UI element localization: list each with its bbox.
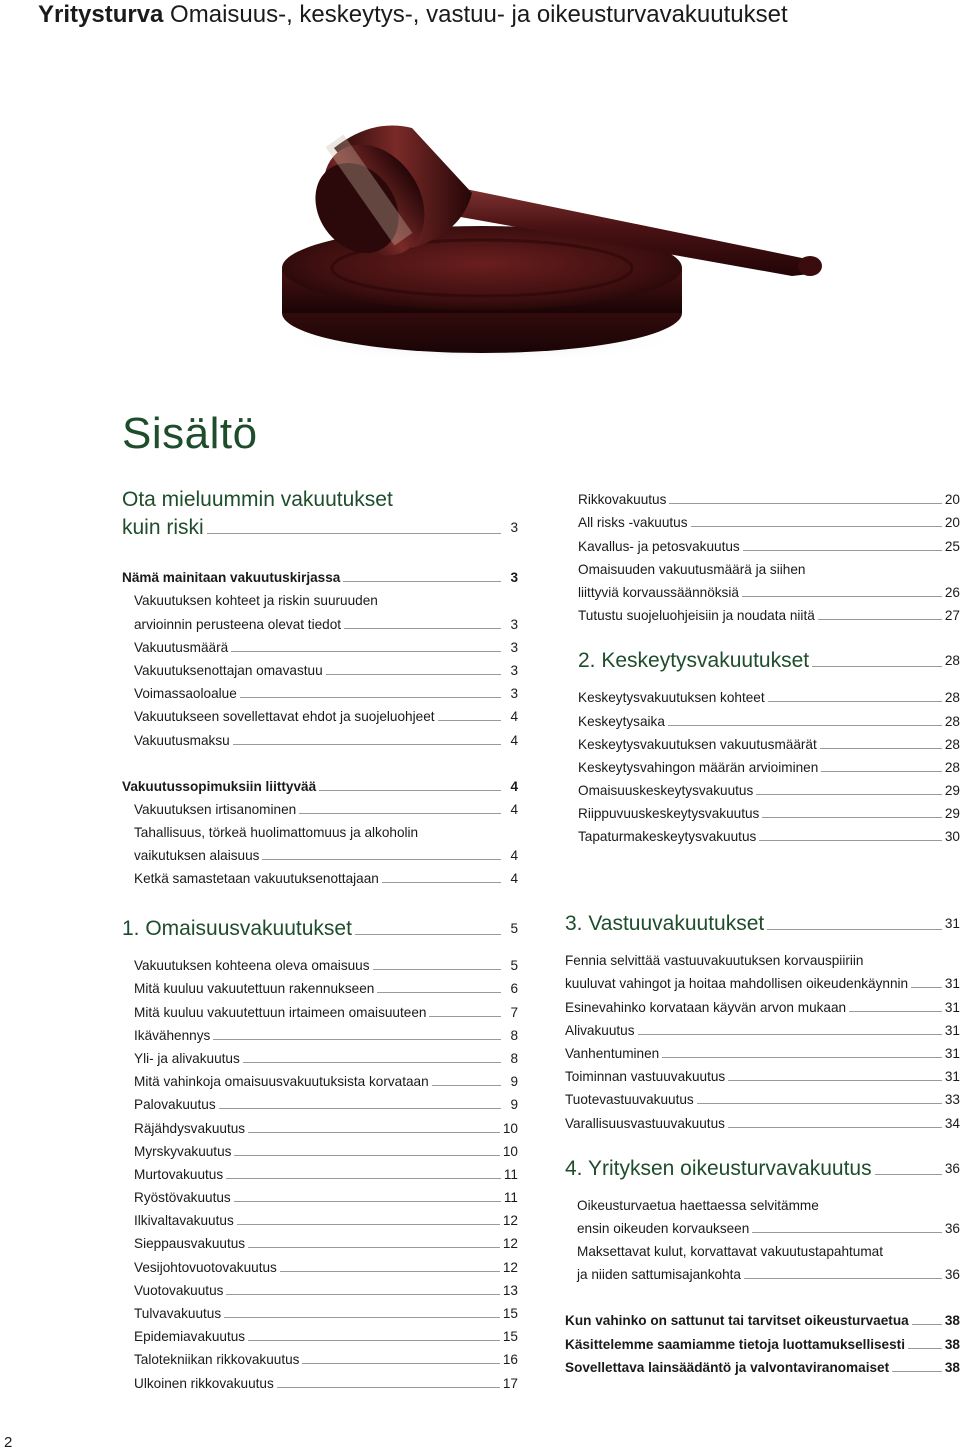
toc-column-2 [578, 485, 960, 845]
leader-line [248, 1247, 500, 1248]
toc-entry [122, 633, 518, 656]
page-ref: 31 [944, 999, 960, 1015]
spacer [565, 1283, 960, 1306]
leader-line [744, 1278, 942, 1279]
leader-line [233, 744, 501, 745]
entry-title: Esinevahinko korvataan käyvän arvon mukaan [565, 999, 847, 1015]
toc-entry [565, 1353, 960, 1376]
entry-title: Ryöstövakuutus [134, 1190, 231, 1206]
leader-line [752, 1232, 942, 1233]
leader-line [742, 596, 942, 597]
page-ref: 9 [510, 1074, 518, 1090]
entry-title: Vanhentuminen [565, 1045, 660, 1061]
toc-entry [122, 1021, 518, 1044]
toc-entry [578, 578, 960, 601]
leader-line [818, 619, 942, 620]
page-ref: 11 [503, 1190, 518, 1206]
spacer [565, 1132, 960, 1155]
page-ref: 4 [510, 709, 518, 725]
leader-line [319, 790, 501, 791]
leader-line [262, 859, 501, 860]
section-heading [122, 915, 518, 941]
toc-entry [122, 772, 518, 795]
entry-title: Mitä vahinkoja omaisuusvakuutuksista korvataan [134, 1074, 429, 1090]
spacer [578, 624, 960, 647]
toc-entry [565, 1237, 960, 1260]
page-ref: 28 [944, 690, 960, 706]
page-ref: 31 [944, 976, 960, 992]
leader-line [226, 1178, 501, 1179]
page-header [38, 0, 788, 30]
leader-line [812, 666, 942, 667]
page-ref: 3 [510, 520, 518, 535]
entry-title: vaikutuksen alaisuus [134, 848, 260, 864]
leader-line [728, 1127, 942, 1128]
entry-title: Yli- ja alivakuutus [134, 1050, 240, 1066]
page-ref: 3 [510, 639, 518, 655]
page-ref: 6 [510, 981, 518, 997]
leader-line [226, 1294, 499, 1295]
leader-line [743, 550, 942, 551]
toc-entry [578, 753, 960, 776]
page-ref: 36 [944, 1160, 960, 1176]
page-ref: 12 [502, 1213, 518, 1229]
leader-line [343, 581, 501, 582]
entry-title: Kavallus- ja petosvakuutus [578, 538, 740, 554]
leader-line [234, 1155, 499, 1156]
page-ref: 9 [510, 1097, 518, 1113]
entry-title: Räjähdysvakuutus [134, 1120, 246, 1136]
toc-entry [565, 1108, 960, 1131]
leader-line [240, 697, 501, 698]
toc-entry [122, 1137, 518, 1160]
toc-entry [122, 1368, 518, 1391]
page-ref: 3 [510, 662, 518, 678]
page-ref: 4 [510, 801, 518, 817]
leader-line [697, 1103, 942, 1104]
leader-line [302, 1363, 499, 1364]
leader-line [669, 503, 941, 504]
page-ref: 20 [944, 515, 960, 531]
leader-line [762, 817, 942, 818]
toc-entry [578, 706, 960, 729]
page-ref: 31 [944, 1045, 960, 1061]
spacer [122, 941, 518, 951]
entry-title: Sieppausvakuutus [134, 1236, 246, 1252]
page-ref: 26 [944, 584, 960, 600]
toc-entry [122, 1229, 518, 1252]
toc-entry [122, 702, 518, 725]
entry-title: Mitä kuuluu vakuutettuun rakennukseen [134, 981, 375, 997]
toc-entry [122, 997, 518, 1020]
entry-title: Tapaturmakeskeytysvakuutus [578, 829, 757, 845]
toc-entry [122, 1276, 518, 1299]
toc-entry [122, 563, 518, 586]
entry-title: Ikävähennys [134, 1027, 211, 1043]
entry-title: Keskeytysaika [578, 713, 665, 729]
section-heading: Ota mieluummin vakuutukset [122, 488, 393, 511]
entry-title: Kun vahinko on sattunut tai tarvitset oikeusturvaetua [565, 1313, 909, 1329]
leader-line [820, 748, 942, 749]
page-ref: 16 [502, 1352, 518, 1368]
entry-title: 2. Keskeytysvakuutukset [578, 649, 810, 673]
entry-title: Omaisuuden vakuutusmäärä ja siihen [578, 561, 806, 577]
entry-title: 1. Omaisuusvakuutukset [122, 917, 352, 940]
toc-entry [122, 1067, 518, 1090]
leader-line [638, 1034, 942, 1035]
entry-title: Tahallisuus, törkeä huolimattomuus ja alkoholin [134, 825, 419, 841]
entry-title: Ilkivaltavakuutus [134, 1213, 234, 1229]
page-ref: 20 [944, 492, 960, 508]
entry-title: 4. Yrityksen oikeusturvavakuutus [565, 1156, 872, 1180]
page-ref: 4 [510, 778, 518, 794]
entry-title: Fennia selvittää vastuuvakuutuksen korvauspiiriin [565, 953, 864, 969]
page-ref: 3 [510, 616, 518, 632]
page-ref: 10 [502, 1120, 518, 1136]
header-brand: Yritysturva [38, 1, 164, 28]
toc-entry [578, 776, 960, 799]
toc-entry [565, 969, 960, 992]
page-ref: 8 [510, 1050, 518, 1066]
entry-title: Varallisuusvastuuvakuutus [565, 1115, 725, 1131]
toc-entry [122, 1160, 518, 1183]
entry-title: Vakuutuksenottajan omavastuu [134, 662, 323, 678]
entry-title: Toiminnan vastuuvakuutus [565, 1069, 726, 1085]
page-ref: 17 [502, 1375, 518, 1391]
leader-line [691, 526, 942, 527]
page-number: 2 [4, 1434, 13, 1451]
page-ref: 28 [944, 653, 960, 669]
toc-entry [565, 1260, 960, 1283]
entry-title: Nämä mainitaan vakuutuskirjassa [122, 570, 341, 586]
entry-title: Myrskyvakuutus [134, 1143, 232, 1159]
entry-title: Epidemiavakuutus [134, 1329, 246, 1345]
leader-line [219, 1108, 501, 1109]
page-ref: 31 [944, 1069, 960, 1085]
toc-entry [578, 601, 960, 624]
leader-line [243, 1062, 501, 1063]
spacer [122, 540, 518, 563]
toc-entry [122, 818, 518, 841]
toc-entry [122, 1206, 518, 1229]
leader-line [662, 1057, 942, 1058]
page-ref: 29 [944, 783, 960, 799]
toc-column-4 [565, 910, 960, 1376]
spacer [565, 1181, 960, 1191]
page-ref: 4 [510, 732, 518, 748]
leader-line [213, 1039, 501, 1040]
leader-line [438, 720, 501, 721]
leader-line [767, 929, 942, 930]
entry-title: Vuotovakuutus [134, 1282, 224, 1298]
toc-entry [578, 555, 960, 578]
toc-entry [565, 1016, 960, 1039]
page-ref: 12 [502, 1236, 518, 1252]
toc-entry [565, 1191, 960, 1214]
entry-title: Keskeytysvahingon määrän arvioiminen [578, 759, 819, 775]
leader-line [759, 840, 942, 841]
toc-entry [565, 1039, 960, 1062]
entry-title: Omaisuuskeskeytysvakuutus [578, 783, 754, 799]
entry-title: Oikeusturvaetua haettaessa selvitämme [577, 1197, 819, 1213]
entry-title: Voimassaoloalue [134, 686, 237, 702]
leader-line [299, 813, 501, 814]
entry-title: Ketkä samastetaan vakuutuksenottajaan [134, 871, 379, 887]
page-ref: 11 [503, 1166, 518, 1182]
contents-title: Sisältö [122, 409, 258, 458]
leader-line [344, 628, 501, 629]
spacer [578, 673, 960, 683]
page-ref: 8 [510, 1027, 518, 1043]
section-heading [578, 647, 960, 673]
entry-title: ja niiden sattumisajankohta [577, 1267, 741, 1283]
entry-title: liittyviä korvaussäännöksiä [578, 584, 739, 600]
page-ref: 38 [944, 1313, 960, 1329]
leader-line [668, 725, 942, 726]
page-ref: 3 [510, 686, 518, 702]
entry-title: ensin oikeuden korvaukseen [577, 1220, 750, 1236]
entry-title: Talotekniikan rikkovakuutus [134, 1352, 300, 1368]
entry-title: Tutustu suojeluohjeisiin ja noudata niitä [578, 608, 815, 624]
entry-title: arvioinnin perusteena olevat tiedot [134, 616, 342, 632]
toc-entry [565, 1306, 960, 1329]
page-ref: 4 [510, 871, 518, 887]
toc-entry [122, 841, 518, 864]
toc-entry [122, 1113, 518, 1136]
leader-line [373, 969, 501, 970]
leader-line [377, 992, 501, 993]
page-ref: 10 [502, 1143, 518, 1159]
toc-entry [578, 730, 960, 753]
entry-title: Palovakuutus [134, 1097, 216, 1113]
toc-entry [122, 586, 518, 609]
toc-entry [122, 1044, 518, 1067]
entry-title: Käsittelemme saamiamme tietoja luottamuksellisesti [565, 1336, 905, 1352]
toc-entry [122, 1183, 518, 1206]
leader-line [875, 1174, 942, 1175]
entry-title: Keskeytysvakuutuksen vakuutusmäärät [578, 736, 817, 752]
toc-entry [578, 683, 960, 706]
leader-line [355, 934, 501, 935]
entry-title: Vakuutusmaksu [134, 732, 230, 748]
entry-title: Vakuutuksen kohteena oleva omaisuus [134, 958, 370, 974]
entry-title: Vakuutukseen sovellettavat ehdot ja suojeluohjeet [134, 709, 435, 725]
entry-title: Keskeytysvakuutuksen kohteet [578, 690, 765, 706]
page-ref: 3 [510, 570, 518, 586]
page-ref: 25 [944, 538, 960, 554]
leader-line [382, 882, 501, 883]
leader-line [277, 1387, 500, 1388]
entry-title: Tulvavakuutus [134, 1306, 222, 1321]
entry-title: Mitä kuuluu vakuutettuun irtaimeen omaisuuteen [134, 1004, 427, 1020]
page-ref: 28 [944, 713, 960, 729]
leader-line [768, 701, 942, 702]
toc-entry [578, 531, 960, 554]
toc-entry [578, 799, 960, 822]
leader-line [207, 533, 501, 534]
page-ref: 12 [502, 1259, 518, 1275]
toc-entry [122, 1252, 518, 1275]
entry-title: Rikkovakuutus [578, 492, 667, 508]
page-ref: 28 [944, 736, 960, 752]
leader-line [908, 1348, 942, 1349]
toc-entry [565, 1085, 960, 1108]
toc-entry [578, 485, 960, 508]
toc-entry [122, 679, 518, 702]
leader-line [326, 674, 501, 675]
entry-title: Vakuutusmäärä [134, 639, 229, 655]
entry-title: Tuotevastuuvakuutus [565, 1092, 694, 1108]
leader-line [892, 1371, 942, 1372]
leader-line [912, 1324, 942, 1325]
toc-entry [122, 951, 518, 974]
entry-title: Vesijohtovuotovakuutus [134, 1259, 277, 1275]
leader-line [237, 1224, 500, 1225]
entry-title: kuin riski [122, 516, 204, 539]
page-ref: 31 [944, 916, 960, 931]
page-ref: 15 [502, 1306, 518, 1321]
page-ref: 5 [510, 958, 518, 974]
toc-entry [122, 1090, 518, 1113]
entry-title: Murtovakuutus [134, 1166, 224, 1182]
leader-line [756, 794, 942, 795]
entry-title: Alivakuutus [565, 1022, 635, 1038]
page-ref: 31 [944, 1022, 960, 1038]
header-subtitle: Omaisuus-, keskeytys-, vastuu- ja oikeusturvavakuutukset [163, 1, 788, 28]
leader-line [234, 1201, 501, 1202]
spacer [565, 936, 960, 946]
page-ref: 7 [510, 1004, 518, 1020]
page-ref: 38 [944, 1359, 960, 1375]
leader-line [728, 1080, 942, 1081]
entry-title: Riippuvuuskeskeytysvakuutus [578, 806, 760, 822]
toc-entry [122, 1299, 518, 1322]
page-ref: 13 [502, 1282, 518, 1298]
entry-title: Vakuutussopimuksiin liittyvää [122, 778, 317, 794]
section-heading [122, 514, 518, 540]
page-ref: 33 [944, 1092, 960, 1108]
toc-entry [122, 609, 518, 632]
spacer [122, 749, 518, 772]
entry-title: Vakuutuksen kohteet ja riskin suuruuden [134, 593, 378, 609]
leader-line [248, 1340, 500, 1341]
page-ref: 30 [944, 829, 960, 845]
toc-column-3 [122, 915, 518, 1392]
page-ref: 5 [510, 921, 518, 936]
page-ref: 36 [944, 1220, 960, 1236]
toc-entry [122, 864, 518, 887]
leader-line [821, 771, 942, 772]
toc-entry [565, 992, 960, 1015]
leader-line [280, 1271, 500, 1272]
toc-entry [565, 1329, 960, 1352]
toc-entry [578, 508, 960, 531]
entry-title: Sovellettava lainsäädäntö ja valvontaviranomaiset [565, 1359, 890, 1375]
leader-line [432, 1085, 501, 1086]
leader-line [849, 1011, 942, 1012]
toc-entry [122, 974, 518, 997]
entry-title: Ulkoinen rikkovakuutus [134, 1375, 274, 1391]
gavel-illustration [262, 108, 828, 364]
toc-entry [122, 1345, 518, 1368]
entry-title: Maksettavat kulut, korvattavat vakuutustapahtumat [577, 1244, 884, 1260]
page-ref: 29 [944, 806, 960, 822]
page-ref: 36 [944, 1267, 960, 1283]
section-heading [565, 1155, 960, 1181]
leader-line [231, 651, 501, 652]
toc-entry [122, 656, 518, 679]
toc-entry [565, 1214, 960, 1237]
leader-line [429, 1016, 501, 1017]
entry-title: All risks -vakuutus [578, 515, 688, 531]
page-ref: 4 [510, 848, 518, 864]
entry-title: 3. Vastuuvakuutukset [565, 912, 765, 935]
page-ref: 27 [944, 608, 960, 624]
toc-entry [122, 725, 518, 748]
page-ref: 28 [944, 759, 960, 775]
section-heading [565, 910, 960, 936]
page-ref: 34 [944, 1115, 960, 1131]
entry-title: Vakuutuksen irtisanominen [134, 801, 297, 817]
entry-title: kuuluvat vahingot ja hoitaa mahdollisen oikeudenkäynnin [565, 976, 909, 992]
toc-entry [565, 946, 960, 969]
toc-entry [122, 795, 518, 818]
toc-entry [565, 1062, 960, 1085]
toc-entry [578, 822, 960, 845]
toc-column-1 [122, 488, 518, 887]
page-ref: 38 [944, 1336, 960, 1352]
leader-line [248, 1132, 500, 1133]
toc-entry [122, 1322, 518, 1345]
leader-line [911, 987, 942, 988]
page-ref: 15 [502, 1329, 518, 1345]
leader-line [224, 1317, 500, 1318]
